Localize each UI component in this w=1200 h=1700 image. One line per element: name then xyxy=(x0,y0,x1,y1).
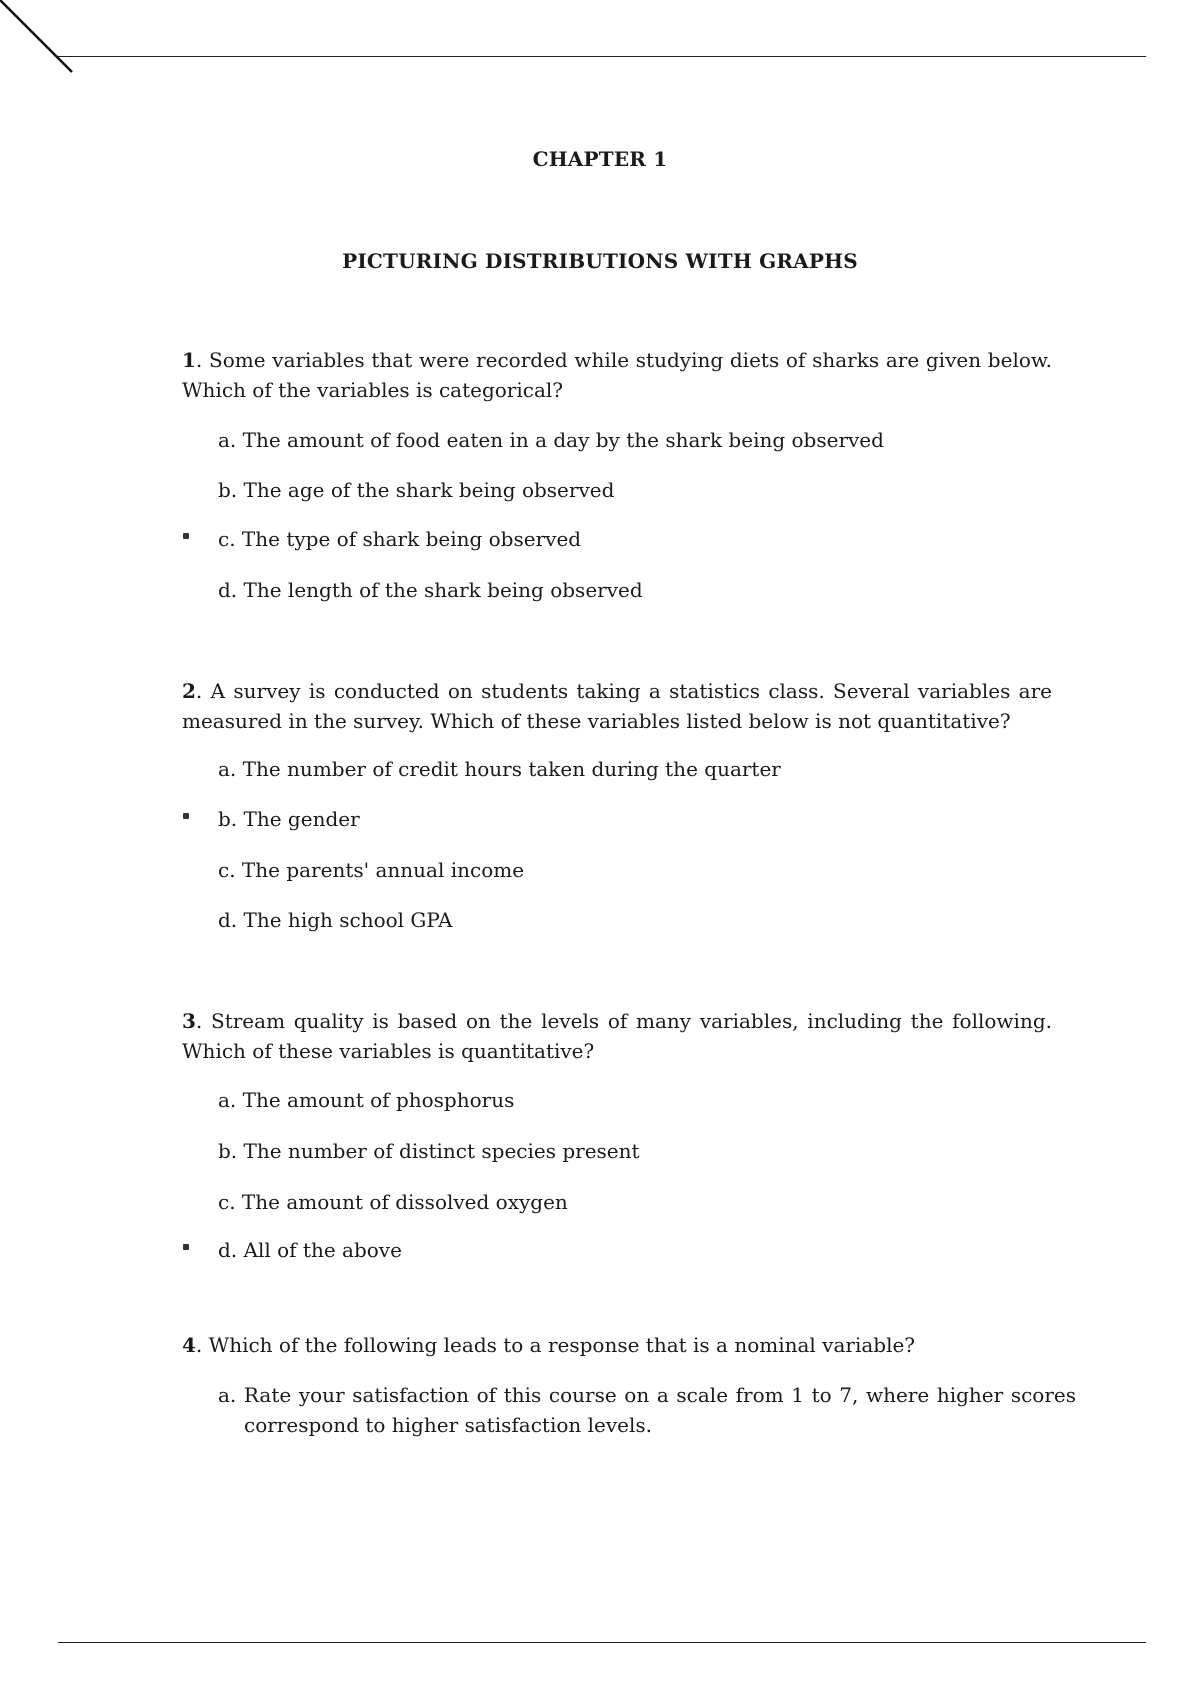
chapter-title: PICTURING DISTRIBUTIONS WITH GRAPHS xyxy=(342,249,858,273)
option-3b: b. The number of distinct species present xyxy=(218,1139,640,1163)
option-1d: d. The length of the shark being observed xyxy=(218,578,643,602)
question-number: 1 xyxy=(182,348,196,372)
question-4 xyxy=(182,1330,1052,1360)
option-2b: b. The gender xyxy=(218,807,360,831)
question-1 xyxy=(182,345,1052,405)
question-number: 4 xyxy=(182,1333,196,1357)
question-2 xyxy=(182,676,1052,736)
answer-marker xyxy=(183,1244,189,1250)
corner-crop-mark xyxy=(0,0,80,80)
header-rule xyxy=(58,56,1146,57)
question-number: 2 xyxy=(182,679,196,703)
option-1b: b. The age of the shark being observed xyxy=(218,478,615,502)
question-text: . Stream quality is based on the levels of many variables, including the following. Which of these variables is quantitative? xyxy=(182,1009,1052,1063)
option-2a: a. The number of credit hours taken during the quarter xyxy=(218,757,781,781)
question-number: 3 xyxy=(182,1009,196,1033)
option-3d: d. All of the above xyxy=(218,1238,402,1262)
option-2c: c. The parents' annual income xyxy=(218,858,525,882)
question-3 xyxy=(182,1006,1052,1066)
chapter-heading: CHAPTER 1 xyxy=(532,147,668,171)
option-3c: c. The amount of dissolved oxygen xyxy=(218,1190,568,1214)
option-1a: a. The amount of food eaten in a day by the shark being observed xyxy=(218,428,884,452)
option-3a: a. The amount of phosphorus xyxy=(218,1088,515,1112)
option-1c: c. The type of shark being observed xyxy=(218,527,582,551)
option-4a: a. Rate your satisfaction of this course on a scale from 1 to 7, where higher scores correspond to higher satisfaction levels. xyxy=(218,1383,1076,1437)
footer-rule xyxy=(58,1642,1146,1643)
option-2d: d. The high school GPA xyxy=(218,908,453,932)
question-text: . Some variables that were recorded while studying diets of sharks are given below. Which of the variables is categorical? xyxy=(182,348,1052,402)
question-text: . Which of the following leads to a response that is a nominal variable? xyxy=(195,1333,916,1357)
answer-marker xyxy=(183,533,189,539)
answer-marker xyxy=(183,813,189,819)
question-text: . A survey is conducted on students taking a statistics class. Several variables are measured in the survey. Which of these variables listed below is not quantitative? xyxy=(182,679,1052,733)
